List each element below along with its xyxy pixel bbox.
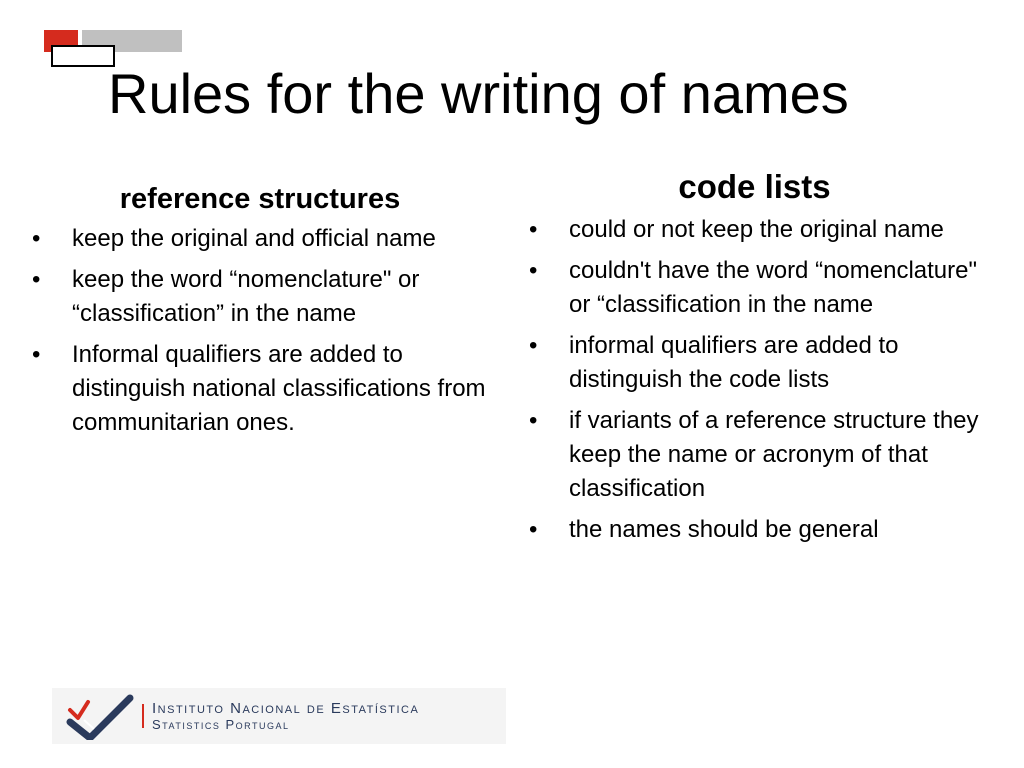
list-item	[30, 338, 490, 440]
bullet-icon: •	[32, 341, 41, 368]
right-column	[527, 168, 982, 554]
list-item-text: could or not keep the original name	[569, 216, 944, 243]
list-item-text: keep the word “nomenclature" or “classification” in the name	[72, 266, 420, 327]
list-item-text: if variants of a reference structure they keep the name or acronym of that classification	[569, 407, 979, 502]
bullet-icon: •	[529, 257, 538, 284]
list-item-text: couldn't have the word “nomenclature" or “classification in the name	[569, 257, 977, 318]
bullet-icon: •	[32, 225, 41, 252]
list-item-text: the names should be general	[569, 516, 879, 543]
list-item	[527, 404, 982, 506]
ine-check-logo-icon	[66, 694, 136, 740]
list-item	[527, 513, 982, 547]
list-item	[30, 222, 490, 256]
list-item	[30, 263, 490, 331]
bullet-icon: •	[529, 216, 538, 243]
left-column-heading: reference structures	[119, 183, 401, 215]
right-bullet-list	[527, 213, 982, 547]
slide-title: Rules for the writing of names	[108, 62, 849, 125]
list-item	[527, 329, 982, 397]
right-column-heading: code lists	[678, 168, 831, 205]
footer-logo	[52, 688, 506, 744]
left-bullet-list	[30, 222, 490, 440]
bullet-icon: •	[529, 332, 538, 359]
list-item-text: informal qualifiers are added to distinguish the code lists	[569, 332, 899, 393]
list-item	[527, 213, 982, 247]
decorative-outline-box	[51, 45, 115, 67]
list-item	[527, 254, 982, 322]
bullet-icon: •	[32, 266, 41, 293]
list-item-text: keep the original and official name	[72, 225, 436, 252]
bullet-icon: •	[529, 407, 538, 434]
bullet-icon: •	[529, 516, 538, 543]
logo-divider	[142, 704, 144, 728]
left-column	[30, 183, 490, 447]
logo-english-name: Statistics Portugal	[152, 717, 290, 732]
list-item-text: Informal qualifiers are added to distinguish national classifications from communitarian ones.	[72, 341, 486, 436]
logo-institution-name: Instituto Nacional de Estatística	[152, 700, 420, 717]
